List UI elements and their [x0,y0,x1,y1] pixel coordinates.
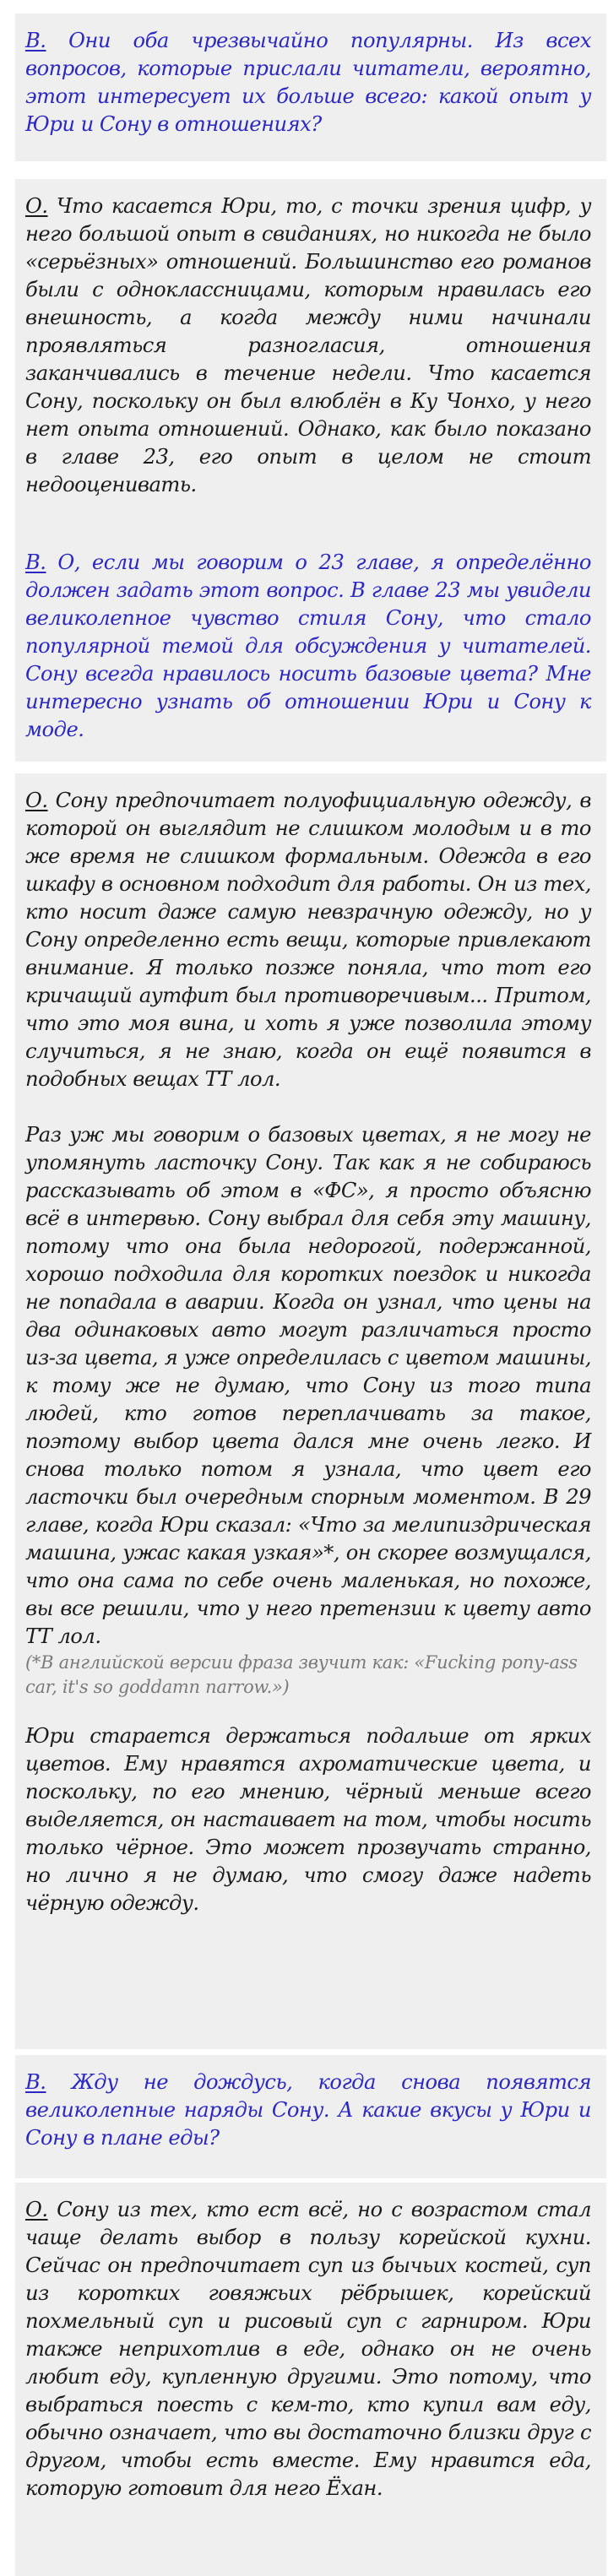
question-marker: В. [25,2070,46,2094]
answer-block-yuri-colors [15,1709,606,2049]
answer-marker: О. [25,789,48,812]
answer-body: Сону из тех, кто ест всё, но с возрастом стал чаще делать выбор в пользу корейской кухни. Сейчас он предпочитает суп из бычьих костей, суп из коротких говяжьих рёбрышек, корейский похмельный суп и рисовый суп с гарниром. Юри также неприхотлив в еде, однако он не очень любит еду, купленную другими. Это потому, что выбраться поесть с кем-то, кто купил вам еду, обычно означает, что вы достаточно близки друг с другом, чтобы есть вместе. Ему нравится еда, которую готовит для него Ёхан. [25,2198,591,2500]
answer-text [25,193,591,499]
answer-block-food [15,2183,606,2576]
question-text [25,2069,591,2152]
translator-footnote: (*В английской версии фраза звучит как: «Fucking pony-ass car, it's so goddamn narrow.») [25,1652,578,1697]
answer-marker: О. [25,194,48,218]
answer-block-experience [15,179,606,538]
answer-paragraph-yuri: Юри старается держаться подальше от ярких цветов. Ему нравятся ахроматические цвета, и поскольку, по его мнению, чёрный меньше всего выделяется, он настаивает на том, чтобы носить только чёрное. Это может прозвучать странно, но лично я не думаю, что смогу даже надеть чёрную одежду. [25,1724,591,1915]
question-body: Жду не дождусь, когда снова появятся великолепные наряды Сону. А какие вкусы у Юри и Сону в плане еды? [25,2070,591,2150]
answer-text [25,2196,591,2503]
question-marker: В. [25,29,46,52]
answer-body: Сону предпочитает полуофициальную одежду, в которой он выглядит не слишком молодым и в то же время не слишком формальным. Одежда в его шкафу в основном подходит для работы. Он из тех, кто носит даже самую невзрачную одежду, но у Сону определенно есть вещи, которые привлекают внимание. Я только позже поняла, что тот его кричащий аутфит был противоречивым... Притом, что это моя вина, и хоть я уже позволила этому случиться, я не знаю, когда он ещё появится в подобных вещах ТТ лол. [25,789,591,1091]
answer-marker: О. [25,2198,48,2221]
question-body: Они оба чрезвычайно популярны. Из всех вопросов, которые прислали читатели, вероятно, этот интересует их больше всего: какой опыт у Юри и Сону в отношениях? [25,29,591,136]
answer-body: Что касается Юри, то, с точки зрения цифр, у него большой опыт в свиданиях, но никогда не было «серьёзных» отношений. Большинство его романов были с одноклассницами, которым нравилась его внешность, а когда между ними начинали проявляться разногласия, отношения заканчивались в течение недели. Что касается Сону, поскольку он был влюблён в Ку Чонхо, у него нет опыта отношений. Однако, как было показано в главе 23, его опыт в целом не стоит недооценивать. [25,194,591,496]
answer-text [25,787,591,1093]
question-block-experience [15,14,606,161]
question-block-food [15,2055,606,2178]
question-body: О, если мы говорим о 23 главе, я определённо должен задать этот вопрос. В главе 23 мы увидели великолепное чувство стиля Сону, что стало популярной темой для обсуждения у читателей. Сону всегда нравилось носить базовые цвета? Мне интересно узнать об отношении Юри и Сону к моде. [25,550,591,741]
question-text [25,549,591,744]
answer-paragraph-car: Раз уж мы говорим о базовых цветах, я не могу не упомянуть ласточку Сону. Так как я не собираюсь рассказывать об этом в «ФС», я просто объясню всё в интервью. Сону выбрал для себя эту машину, потому что она была недорогой, подержанной, хорошо подходила для коротких поездок и никогда не попадала в аварии. Когда он узнал, что цены на два одинаковых авто могут различаться просто из-за цвета, я уже определилась с цветом машины, к тому же не думаю, что Сону из того типа людей, кто готов переплачивать за такое, поэтому выбор цвета дался мне очень легко. И снова только потом я узнала, что цвет его ласточки был очередным спорным моментом. В 29 главе, когда Юри сказал: «Что за мелипиздрическая машина, ужас какая узкая»*, он скорее возмущался, что она сама по себе очень маленькая, но похоже, вы все решили, что у него претензии к цвету авто ТТ лол. [25,1123,591,1648]
question-text [25,27,591,138]
question-marker: В. [25,550,46,574]
answer-block-fashion [15,773,606,1712]
question-block-fashion [15,535,606,762]
